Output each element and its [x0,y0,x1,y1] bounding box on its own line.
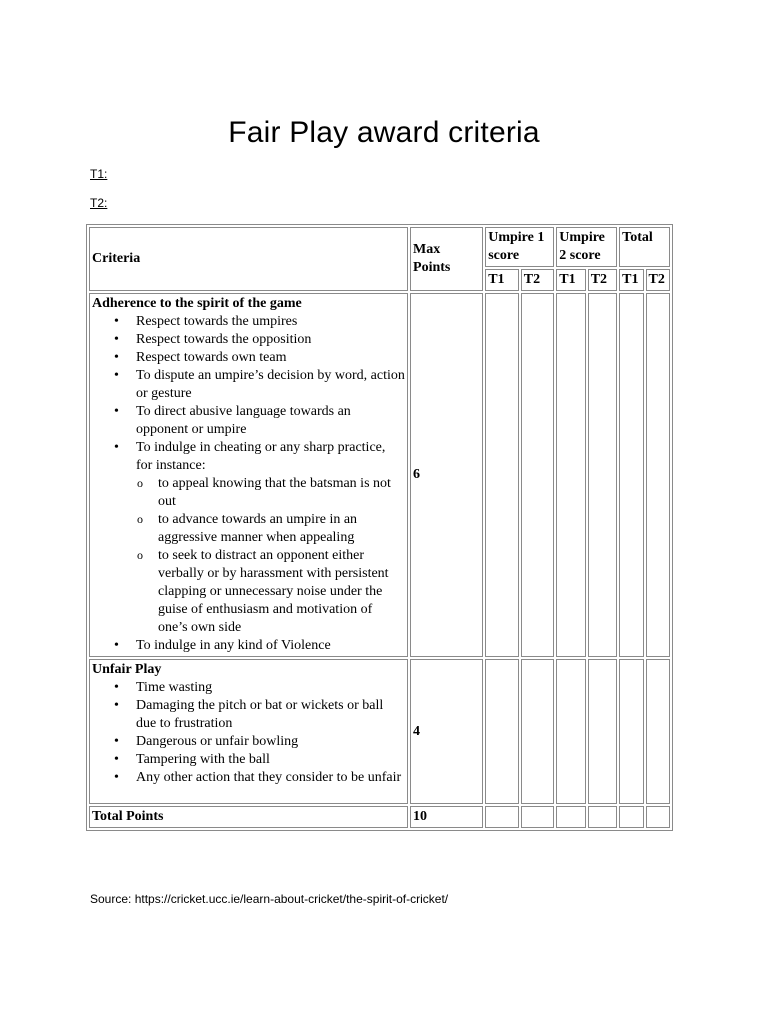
score-cell [556,806,585,828]
criteria-item: • Dangerous or unfair bowling [136,733,405,751]
criteria-cell-unfair [89,659,408,804]
criteria-subitem: o to seek to distract an opponent either verbally or by harassment with persistent clapping or unnecessary noise under the guise of enthusiasm and motivation of one’s own side [158,547,405,637]
criteria-item: • To dispute an umpire’s decision by word, action or gesture [136,367,405,403]
criteria-item: • Respect towards own team [136,349,405,367]
header-umpire1: Umpire 1 score [485,227,554,267]
criteria-heading: Unfair Play [92,662,162,677]
score-cell [485,806,519,828]
score-cell [646,293,670,657]
score-cell [521,806,555,828]
score-cell [521,293,555,657]
criteria-item [136,439,405,637]
page-title: Fair Play award criteria [228,116,540,150]
criteria-table [86,224,673,831]
criteria-item: • To direct abusive language towards an opponent or umpire [136,403,405,439]
header-u2-t2: T2 [588,269,617,291]
source-note: Source: https://cricket.ucc.ie/learn-about-cricket/the-spirit-of-cricket/ [90,892,449,906]
score-cell [485,293,519,657]
score-cell [588,293,617,657]
criteria-heading: Adherence to the spirit of the game [92,296,302,311]
header-criteria: Criteria [89,227,408,291]
header-total-t2: T2 [646,269,670,291]
score-cell [619,293,643,657]
criteria-item: • Respect towards the umpires [136,313,405,331]
score-cell [556,659,585,804]
criteria-item-text: To indulge in cheating or any sharp practice, for instance: [136,440,386,473]
header-total: Total [619,227,670,267]
score-cell [588,806,617,828]
score-cell [556,293,585,657]
team-1-label: T1: [90,167,108,181]
total-row [89,806,670,828]
score-cell [485,659,519,804]
total-points-label: Total Points [89,806,408,828]
score-cell [646,806,670,828]
team-2-label: T2: [90,196,108,210]
max-points-value: 6 [410,293,483,657]
header-u1-t1: T1 [485,269,519,291]
criteria-item: • Tampering with the ball [136,751,405,769]
criteria-item: • Respect towards the opposition [136,331,405,349]
max-points-value: 4 [410,659,483,804]
criteria-item: • To indulge in any kind of Violence [136,637,405,655]
header-umpire2: Umpire 2 score [556,227,617,267]
score-cell [521,659,555,804]
header-u1-t2: T2 [521,269,555,291]
score-cell [646,659,670,804]
criteria-row-spirit [89,293,670,657]
criteria-subitem: o to appeal knowing that the batsman is not out [158,475,405,511]
criteria-cell-spirit [89,293,408,657]
criteria-row-unfair [89,659,670,804]
criteria-subitem: o to advance towards an umpire in an aggressive manner when appealing [158,511,405,547]
total-points-value: 10 [410,806,483,828]
header-total-t1: T1 [619,269,643,291]
criteria-item: • Time wasting [136,679,405,697]
criteria-item: • Any other action that they consider to be unfair [136,769,405,787]
score-cell [619,806,643,828]
header-max-points: Max Points [410,227,483,291]
score-cell [619,659,643,804]
score-cell [588,659,617,804]
criteria-item: • Damaging the pitch or bat or wickets or ball due to frustration [136,697,405,733]
header-u2-t1: T1 [556,269,585,291]
